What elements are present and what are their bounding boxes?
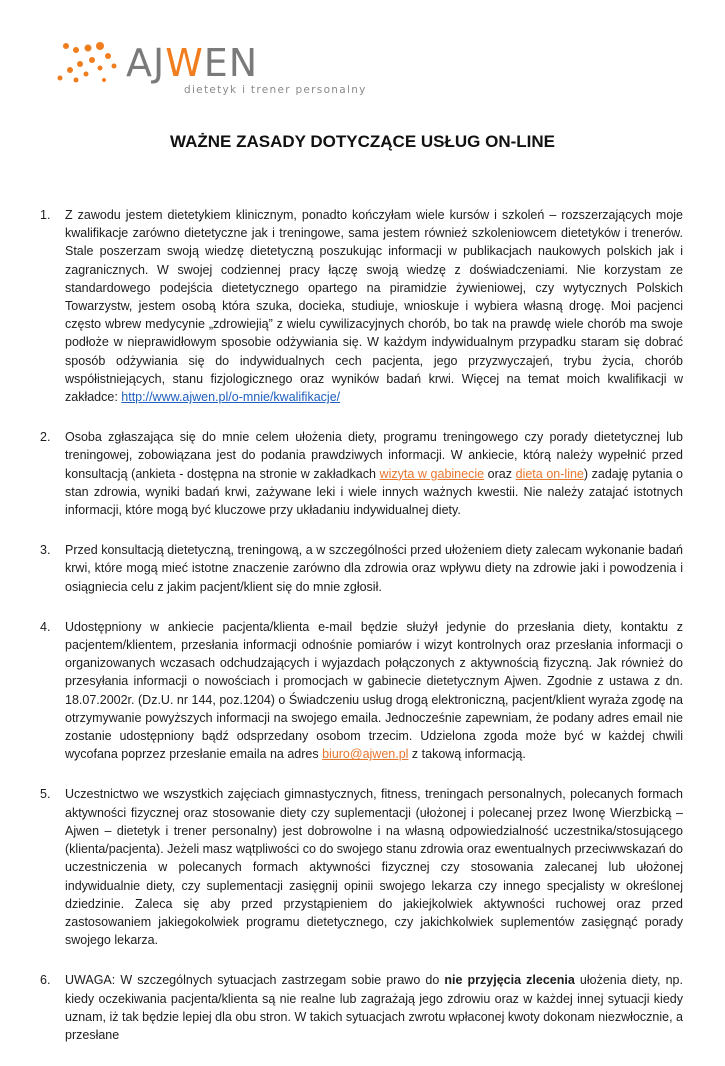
item-text-part: ułożenia diety, np. kiedy oczekiwania pacjenta/klienta są nie realne lub zagrażają jego zdrowiu oraz w każdej innej sytuacji kiedy uznam, iż tak będzie lepiej dla obu stron. W takich sytuacjach zwrotu wpłaconej kwoty dokonam niezwłocznie, a przesłane (65, 973, 683, 1042)
list-item (40, 206, 683, 406)
qualifications-link[interactable]: http://www.ajwen.pl/o-mnie/kwalifikacje/ (121, 390, 341, 405)
list-item (40, 971, 683, 1044)
item-number: 6. (40, 973, 51, 988)
item-text-part: Z zawodu jestem dietetykiem klinicznym, ponadto kończyłam wiele kursów i szkoleń – rozszerzających moje kwalifikacje zarówno dietetyczne jak i treningowe, sama jestem również szkoleniowcem dietetyków i trenerów. Stale poszerzam swoją wiedzę dietetyczną poszukując informacji w publikacjach naukowych polskich jak i zagranicznych. W swojej codziennej pracy łączę swoją wiedzę z doświadczeniami. Nie korzystam ze standardowego podejścia dietetycznego opartego na piramidzie żywieniowej, czy wytycznych Polskich Towarzystw, jestem osobą która szuka, docieka, studiuje, wnioskuje i wybiera własną drogę. Moi pacjenci często wbrew medycynie „zdrowiejią” z wielu cywilizacyjnych chorób, bo tak na prawdę wiele chorób ma swoje podłoże w nieprawidłowym sposobie odżywiania się. W każdym indywidualnym przypadku staram się dobrać sposób odżywiania się do indywidualnych cech pacjenta, jego przyzwyczajeń, trybu życia, chorób współistniejących, stanu fizjologicznego oraz wyników badań krwi. Więcej na temat moich kwalifikacji w zakładce: (65, 208, 683, 405)
item-text (65, 971, 683, 1044)
item-number: 4. (40, 619, 51, 634)
logo-dots-icon (56, 40, 124, 92)
item-text: Uczestnictwo we wszystkich zajęciach gimnastycznych, fitness, treningach personalnych, polecanych formach aktywności fizycznej oraz stosowanie diety czy suplementacji (ułożonej i polecanej przez Iwonę Wierzbicką – Ajwen – dietetyk i trener personalny) jest dobrowolne i na własną odpowiedzialność uczestnika/stosującego (klienta/pacjenta). Jeżeli masz wątpliwości co do swojego stanu zdrowia oraz ewentualnych przeciwwskazań do uczestniczenia w polecanych formach aktywności fizycznej czy stosowania zalecanej lub ułożonej indywidualnie diety, czy suplementacji zasięgnij opinii swojego lekarza czy innego specjalisty w określonej dziedzinie. Zaleca się aby przed przystąpieniem do jakiejkolwiek aktywności ruchowej oraz przed zastosowaniem jakiegokolwiek programu dietetycznego, czy jakichkolwiek suplementów zasięgnąć porady swojego lekarza. (65, 787, 683, 948)
list-item (40, 428, 683, 519)
item-number: 2. (40, 430, 51, 445)
item-text (65, 618, 683, 764)
item-text (65, 206, 683, 406)
office-visit-link[interactable]: wizyta w gabinecie (379, 466, 485, 481)
item-text (65, 428, 683, 519)
page-title: WAŻNE ZASADY DOTYCZĄCE USŁUG ON-LINE (169, 132, 556, 151)
item-text-part: Udostępniony w ankiecie pacjenta/klienta e-mail będzie służył jedynie do przesłania diety, kontaktu z pacjentem/klientem, przesłania informacji odnośnie pomiarów i wizyt kontrolnych oraz przesłania informacji o organizowanych wczasach odchudzających i wyjazdach połączonych z aktywnością fizyczną. Jak również do przesyłania informacji o nowościach i promocjach w gabinecie dietetycznym Ajwen. Zgodnie z ustawa z dn. 18.07.2002r. (Dz.U. nr 144, poz.1204) o Świadczeniu usług drogą elektroniczną, pacjent/klient wyraża zgodę na otrzymywanie powyższych informacji na swojego emaila. Jednocześnie zapewniam, że podany adres email nie zostanie udostępniony bądź odsprzedany osobom trzecim. Udzielona zgoda może być w każdej chwili wycofana poprzez przesłanie emaila na adres (65, 619, 683, 762)
item-text-part: Osoba zgłaszająca się do mnie celem ułożenia diety, programu treningowego czy porady dietetycznej lub treningowej, zobowiązana jest do podania prawdziwych informacji. W ankiecie, którą należy wypełnić przed konsultacją (ankieta - dostępna na stronie w zakładkach (65, 430, 683, 481)
logo-name-part-a: AJ (126, 41, 166, 85)
list-item (40, 541, 683, 596)
item-text-part: ) zadaję pytania o stan zdrowia, wyniki badań krwi, zażywane leki i wiele innych ważnych kwestii. Nie należy zatajać istotnych informacji, które mogą być kluczowe przy układaniu indywidualnej diety. (65, 466, 683, 518)
logo-subtitle: dietetyk i trener personalny (184, 84, 367, 96)
item-text-part: z takową informacją. (408, 747, 526, 762)
logo-name (126, 41, 259, 85)
item-number: 1. (40, 208, 51, 222)
logo-name-part-c: EN (203, 41, 259, 85)
rules-list (40, 206, 683, 1066)
item-text-part: UWAGA: W szczególnych sytuacjach zastrzegam sobie prawo do (65, 973, 445, 988)
item-text-part: oraz (484, 466, 516, 481)
online-diet-link[interactable]: dieta on-line (515, 466, 584, 481)
item-number: 5. (40, 787, 51, 802)
emphasis-text: nie przyjęcia zlecenia (444, 973, 575, 988)
item-number: 3. (40, 543, 51, 558)
item-text: Przed konsultacją dietetyczną, treningową, a w szczególności przed ułożeniem diety zalecam wykonanie badań krwi, które mogą mieć istotne znaczenie zarówno dla zdrowia oraz wpływu diety na zdrowie jaki i powodzenia i osiągniecia celu z jakim pacjent/klient się do mnie zgłosił. (65, 543, 683, 594)
list-item (40, 785, 683, 949)
logo-name-part-w: W (165, 41, 204, 85)
email-link[interactable]: biuro@ajwen.pl (322, 747, 409, 762)
company-logo (56, 40, 367, 96)
list-item (40, 618, 683, 764)
